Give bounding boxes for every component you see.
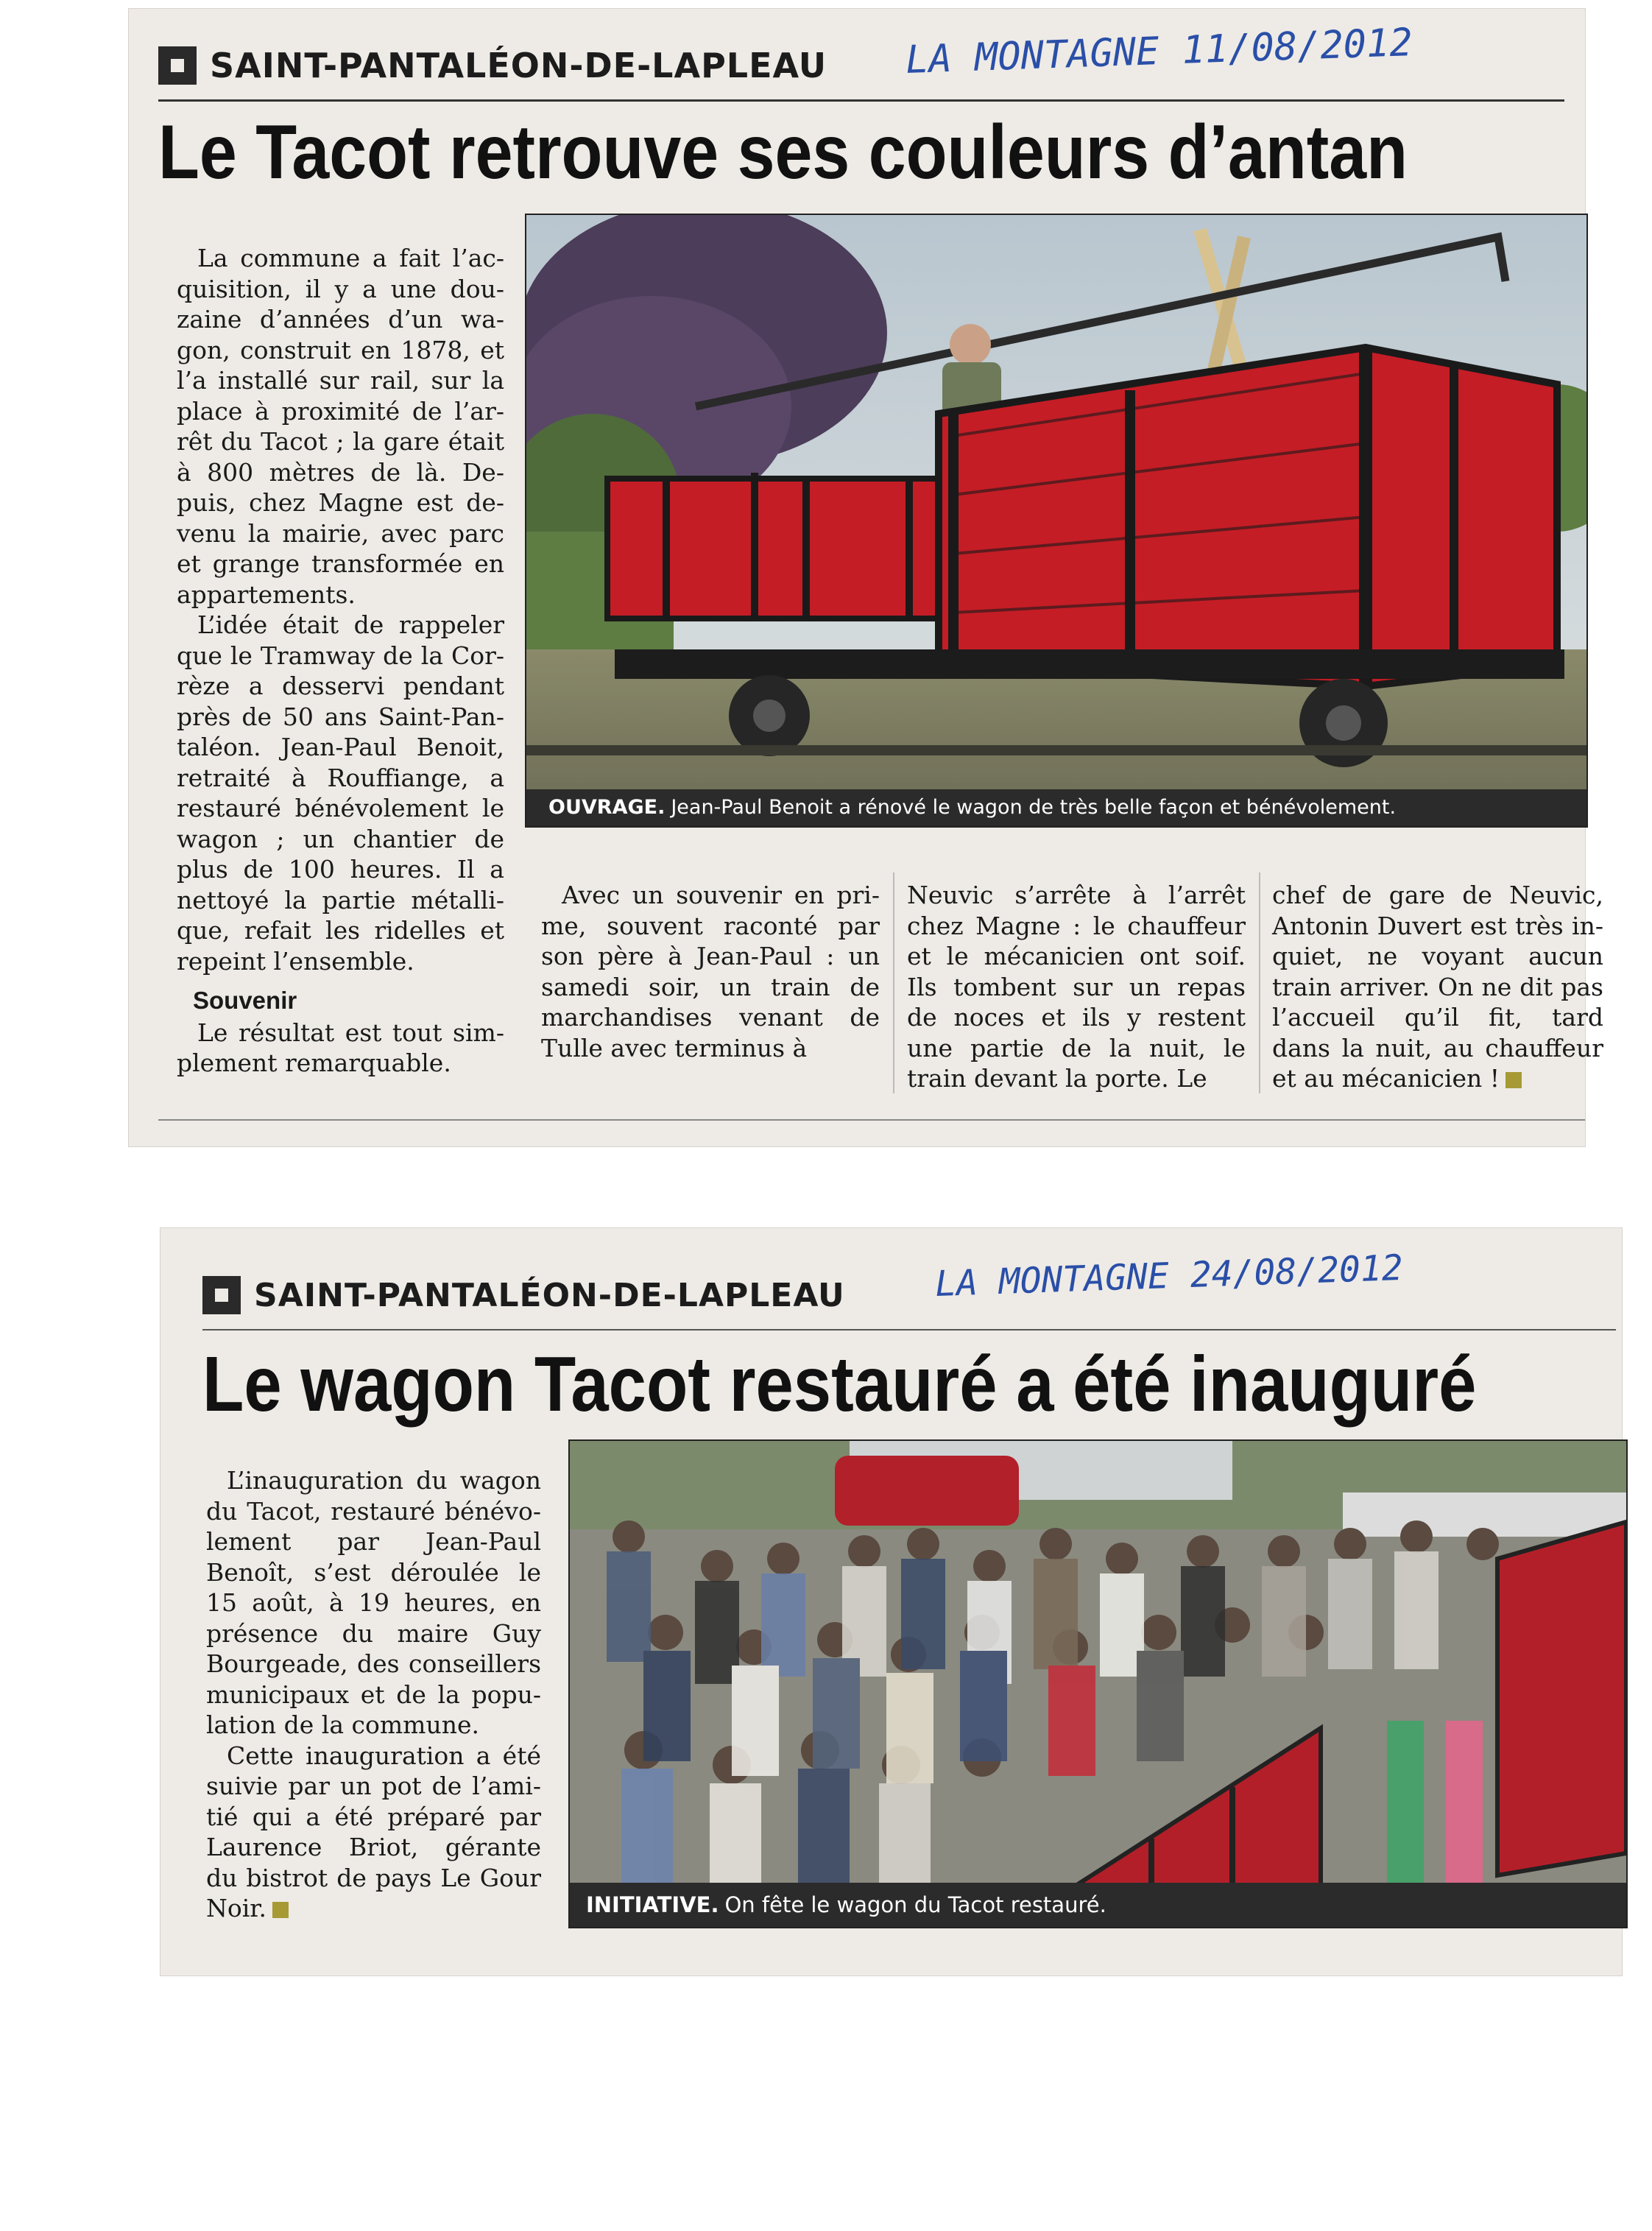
article1-rubric-rule	[158, 99, 1564, 102]
rubric-square-icon	[202, 1276, 241, 1314]
article1-bottom-rule	[158, 1119, 1585, 1121]
article1-col3-paragraph: Neuvic s’arrête à l’arrêt chez Magne : le chauffeur et le mécanicien ont soif. Ils tombent sur un repas de noces et ils y restent une partie de la nuit, le train devant la porte. Le	[907, 881, 1246, 1093]
article1-col1-paragraph-3: Le résultat est tout sim-plement remarquable.	[177, 1018, 504, 1077]
wagon-illustration	[526, 215, 1586, 826]
article2-photo-crowd	[568, 1439, 1628, 1928]
article1-column-4	[1272, 880, 1603, 1094]
article1-column-3	[907, 880, 1246, 1094]
article2-rubric-rule	[202, 1329, 1616, 1331]
article1-col1-paragraph-2: L’idée était de rappeler que le Tramway de la Cor-rèze a desservi pendant près de 50 ans Saint-Pan-taléon. Jean-Paul Benoit, retraité à Rouffiange, a restauré bénévolement le wagon ; un chantier de plus de 100 heures. Il a nettoyé la partie métalli-que, refait les ridelles et repeint l’ensemble.	[177, 610, 504, 976]
article2-photo-caption	[570, 1883, 1626, 1927]
crowd-illustration	[570, 1441, 1626, 1927]
article1-subhead: Souvenir	[193, 987, 297, 1014]
article1-headline: Le Tacot retrouve ses couleurs d’antan	[158, 110, 1408, 195]
article1-column-divider-2	[1259, 873, 1260, 1093]
article1-col1-paragraph-1: La commune a fait l’ac-quisition, il y a une dou-zaine d’années d’un wa-gon, construit en 1878, et l’a installé sur rail, sur la place à proximité de l’ar-rêt du Tacot ; la gare était à 800 mètres de là. De-puis, chez Magne est de-venu la mairie, avec parc et grange transformée en appartements.	[177, 244, 504, 609]
article2-headline: Le wagon Tacot restauré a été inauguré	[202, 1341, 1477, 1428]
article2-handwritten-note: LA MONTAGNE 24/08/2012	[934, 1247, 1404, 1305]
article1-rubric	[158, 46, 827, 85]
article2-paragraph-1: L’inauguration du wagon du Tacot, restauré bénévo-lement par Jean-Paul Benoît, s’est déroulée le 15 août, à 19 heures, en présence du maire Guy Bourgeade, des conseillers municipaux et de la popu-lation de la commune.	[206, 1466, 541, 1739]
end-mark-icon	[272, 1902, 289, 1918]
end-mark-icon	[1505, 1072, 1522, 1088]
article1-caption-label: OUVRAGE.	[548, 796, 666, 819]
article1-col2-paragraph: Avec un souvenir en pri-me, souvent raconté par son père à Jean-Paul : un samedi soir, un train de marchandises venant de Tulle avec terminus à	[541, 881, 880, 1062]
article1-rubric-text: SAINT-PANTALÉON-DE-LAPLEAU	[210, 46, 827, 85]
article2-text-column	[206, 1465, 541, 1924]
article1-handwritten-note: LA MONTAGNE 11/08/2012	[905, 20, 1413, 83]
article1-photo-wagon	[525, 214, 1588, 828]
article1-column-2	[541, 880, 880, 1063]
rubric-square-icon	[158, 46, 197, 85]
article1-column-divider-1	[893, 873, 894, 1093]
article1-photo-caption	[526, 789, 1586, 826]
article2-rubric-text: SAINT-PANTALÉON-DE-LAPLEAU	[254, 1276, 845, 1314]
article2-paragraph-2: Cette inauguration a été suivie par un pot de l’ami-tié qui a été préparé par Laurence Briot, gérante du bistrot de pays Le Gour Noir.	[206, 1741, 541, 1922]
article2-caption-label: INITIATIVE.	[586, 1892, 719, 1917]
article2-rubric	[202, 1276, 845, 1314]
article1-col4-paragraph: chef de gare de Neuvic, Antonin Duvert est très in-quiet, ne voyant aucun train arriver. On ne dit pas l’accueil qu’il fit, tard dans la nuit, au chauffeur et au mécanicien !	[1272, 881, 1603, 1093]
article2-caption-text: On fête le wagon du Tacot restauré.	[724, 1892, 1106, 1917]
article1-caption-text: Jean-Paul Benoit a rénové le wagon de très belle façon et bénévolement.	[671, 796, 1397, 819]
article1-column-1	[177, 243, 504, 1079]
